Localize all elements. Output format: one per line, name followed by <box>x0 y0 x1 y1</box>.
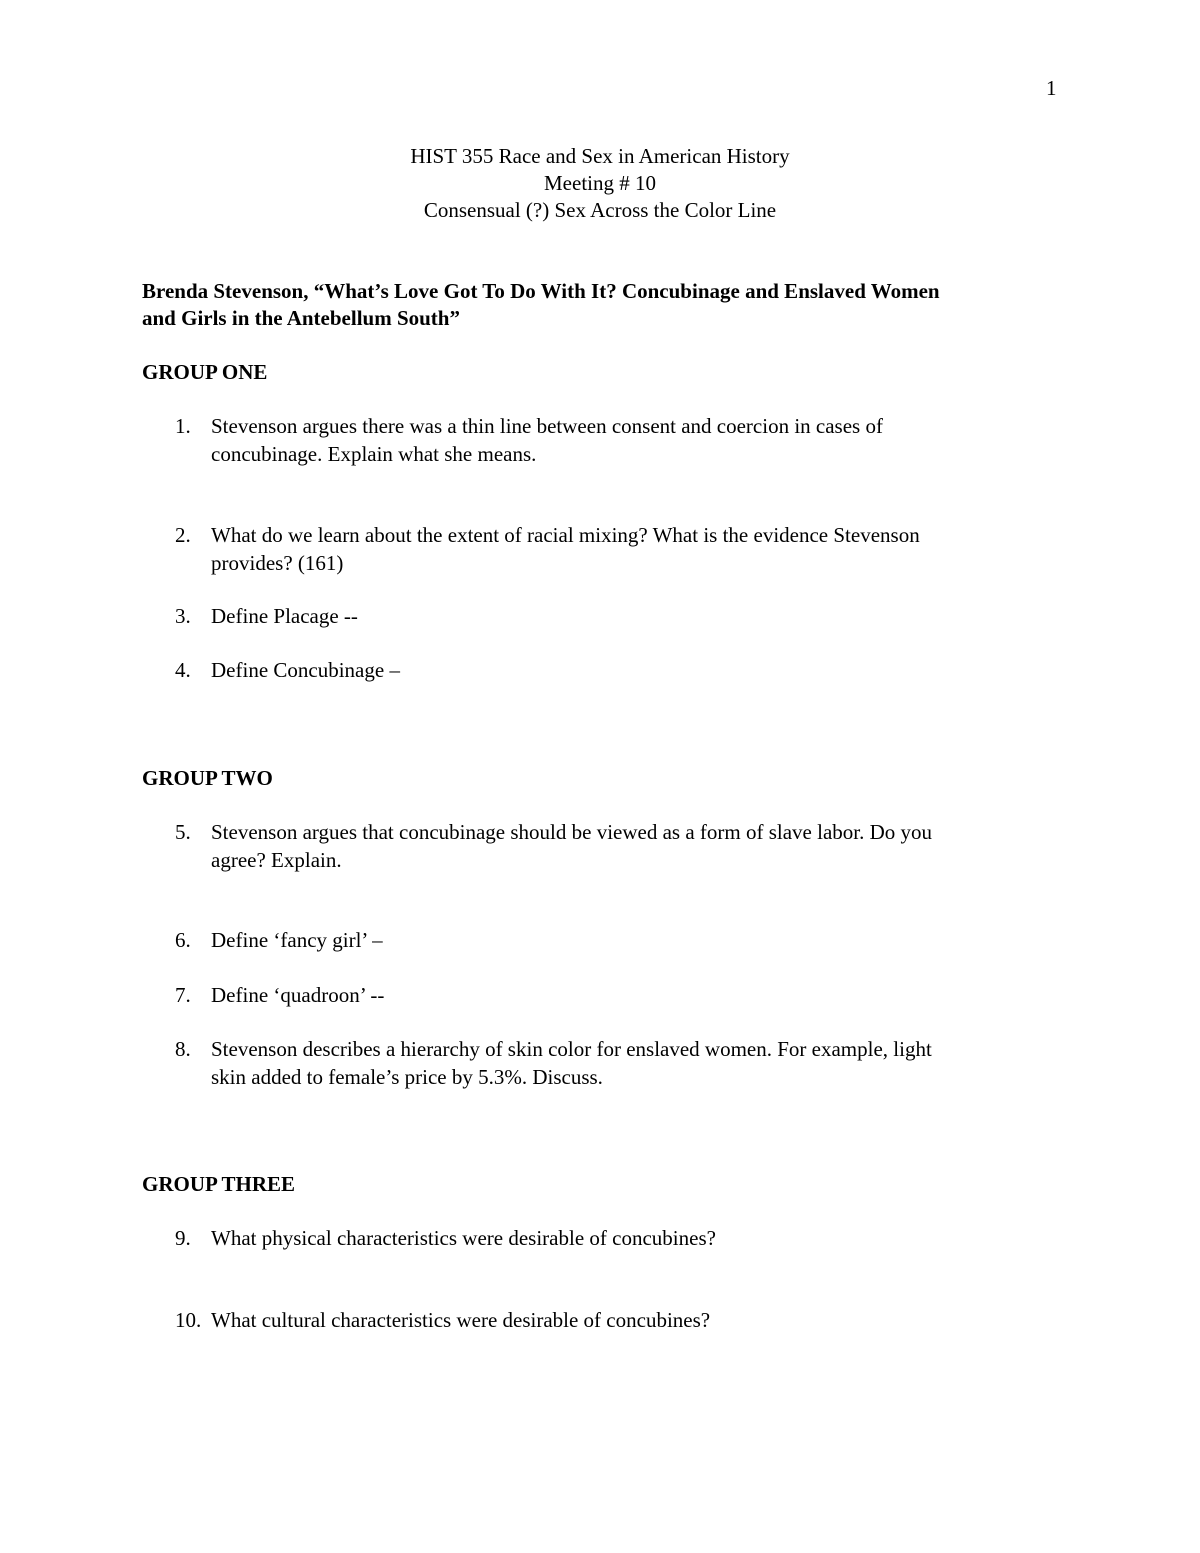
question-text: What physical characteristics were desirable of concubines? <box>211 1226 716 1250</box>
question-number: 4. <box>175 658 191 682</box>
question-text-line: concubinage. Explain what she means. <box>211 442 537 466</box>
question-text: Define ‘fancy girl’ – <box>211 928 383 952</box>
question-text: Define Concubinage – <box>211 658 400 682</box>
question-text-line: skin added to female’s price by 5.3%. Discuss. <box>211 1065 603 1089</box>
question-text-line: provides? (161) <box>211 551 344 575</box>
question-text <box>211 818 1041 874</box>
question-text-line: Stevenson argues there was a thin line between consent and coercion in cases of <box>211 414 883 438</box>
question-text: Define Placage -- <box>211 604 358 628</box>
question-number: 9. <box>175 1226 191 1250</box>
question-text-line: What do we learn about the extent of racial mixing? What is the evidence Stevenson <box>211 523 920 547</box>
question-number: 7. <box>175 983 191 1007</box>
course-title: HIST 355 Race and Sex in American History <box>410 144 790 168</box>
group-three-heading: GROUP THREE <box>142 1172 296 1196</box>
question-number: 3. <box>175 604 191 628</box>
question-text-line: agree? Explain. <box>211 848 342 872</box>
question-text <box>211 412 1041 468</box>
meeting-number: Meeting # 10 <box>544 171 656 195</box>
question-number: 5. <box>175 820 191 844</box>
question-text <box>211 521 1041 577</box>
question-number: 1. <box>175 414 191 438</box>
question-text: Define ‘quadroon’ -- <box>211 983 385 1007</box>
question-number: 8. <box>175 1037 191 1061</box>
group-one-heading: GROUP ONE <box>142 360 268 384</box>
page-number: 1 <box>1046 76 1057 100</box>
question-text: What cultural characteristics were desirable of concubines? <box>211 1308 711 1332</box>
question-text-line: Stevenson describes a hierarchy of skin color for enslaved women. For example, light <box>211 1037 932 1061</box>
reading-citation-line: and Girls in the Antebellum South” <box>142 306 460 330</box>
question-text <box>211 1035 1041 1091</box>
group-two-heading: GROUP TWO <box>142 766 273 790</box>
reading-citation-line: Brenda Stevenson, “What’s Love Got To Do With It? Concubinage and Enslaved Women <box>142 279 940 303</box>
question-number: 2. <box>175 523 191 547</box>
question-number: 6. <box>175 928 191 952</box>
question-number: 10. <box>175 1308 202 1332</box>
question-text-line: Stevenson argues that concubinage should be viewed as a form of slave labor. Do you <box>211 820 933 844</box>
meeting-topic: Consensual (?) Sex Across the Color Line <box>423 198 777 222</box>
